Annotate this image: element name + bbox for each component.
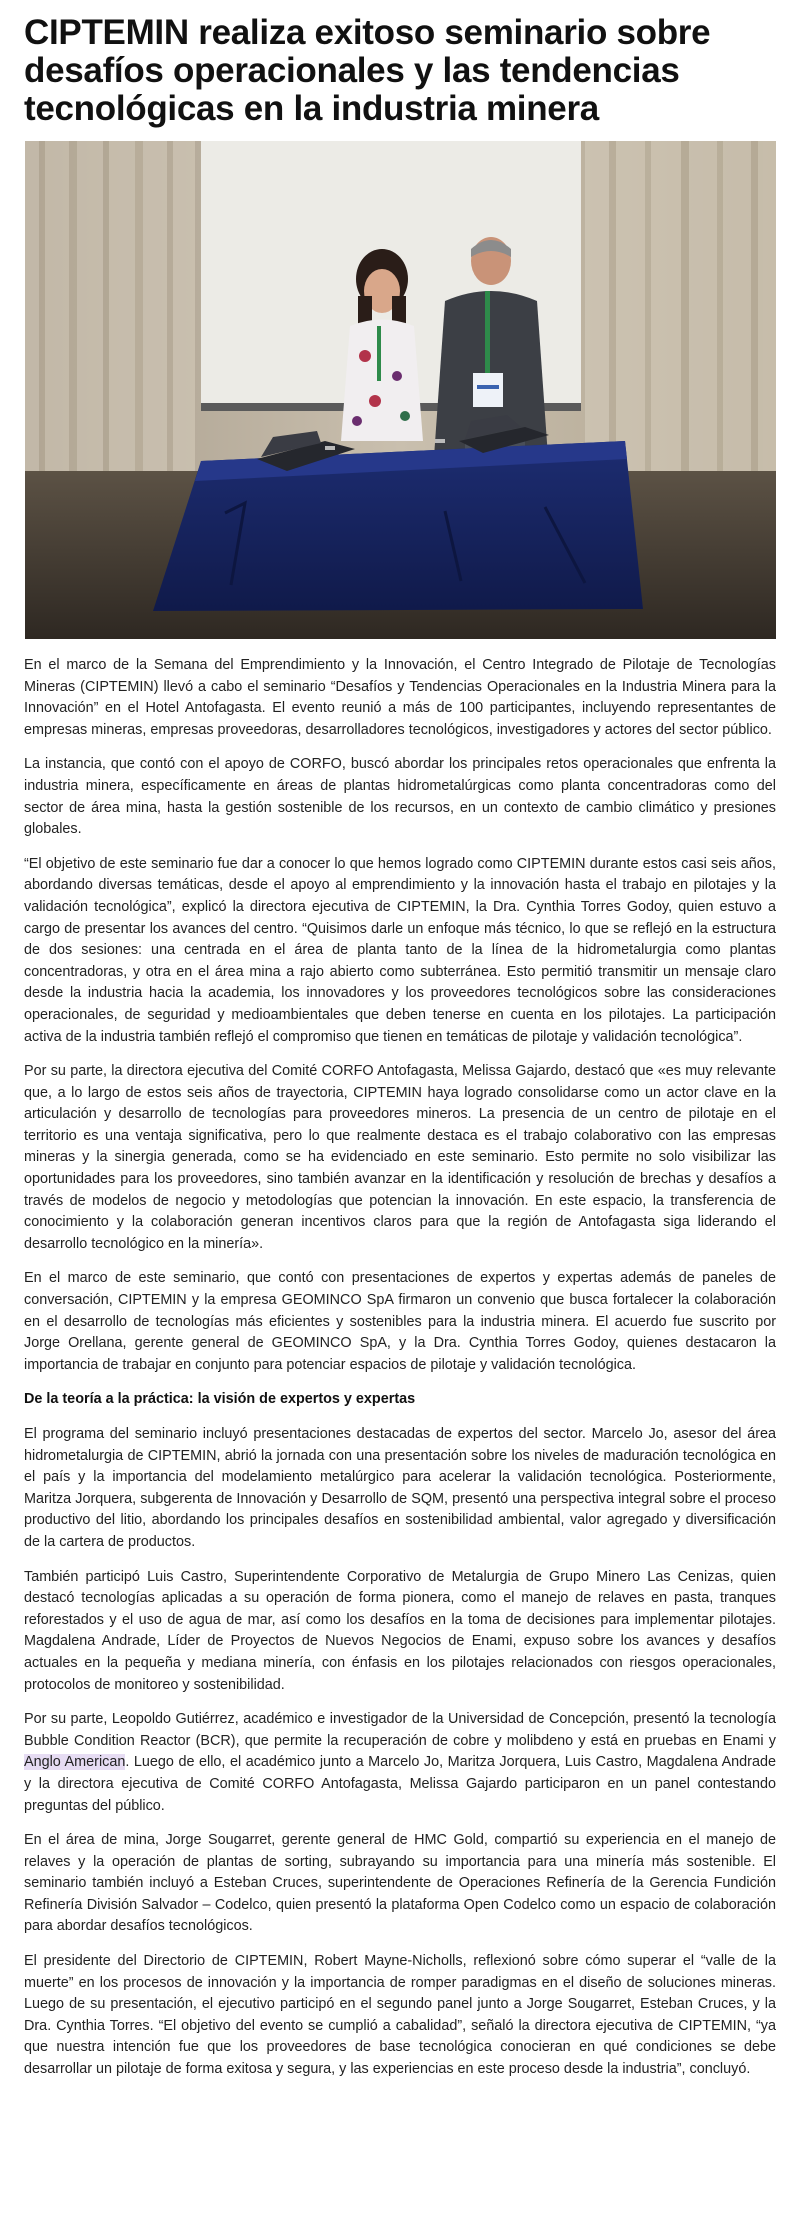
paragraph-objective-quote: “El objetivo de este seminario fue dar a conocer lo que hemos logrado como CIPTEMIN durante estos casi seis años, abordando diversas temáticas, desde el apoyo al emprendimiento y la innovación hasta el trabajo en pilotajes y la validación tecnológica”, explicó la directora ejecutiva de CIPTEMIN, la Dra. Cynthia Torres Godoy, quien estuvo a cargo de presentar los avances del centro. “Quisimos darle un enfoque más técnico, lo que se reflejó en la estructura de dos sesiones: una centrada en el área de planta tanto de la línea de la hidrometalurgia como plantas concentradoras, y otra en el área mina a rajo abierto como subterránea. Esto permitió transmitir un mensaje claro desde la industria hacia la academia, los innovadores y los proveedores tecnológicos sobre las consideraciones operacionales, de seguridad y medioambientales que deben tenerse en cuenta en los pilotajes. La participación activa de la industria también reflejó el compromiso que tienen en temáticas de pilotaje y validación tecnológica”. <box>24 855 776 1045</box>
article-photo <box>25 141 776 639</box>
paragraph-geominco-agreement: En el marco de este seminario, que contó con presentaciones de expertos y expertas además de paneles de conversación, CIPTEMIN y la empresa GEOMINCO SpA firmaron un convenio que busca fortalecer la colaboración en el desarrollo de tecnologías más eficientes y sostenibles para la industria minera. El acuerdo fue suscrito por Jorge Orellana, gerente general de GEOMINCO SpA, y la Dra. Cynthia Torres Godoy, quienes destacaron la importancia de trabajar en conjunto para potenciar espacios de pilotaje y validación tecnológica. <box>24 1270 776 1373</box>
anglo-american-highlight: Anglo American <box>24 1754 126 1771</box>
paragraph-gajardo-quote: Por su parte, la directora ejecutiva del Comité CORFO Antofagasta, Melissa Gajardo, destacó que «es muy relevante que, a lo largo de estos seis años de trayectoria, CIPTEMIN haya logrado consolidarse como un actor clave en la articulación y desarrollo de tecnologías para proveedores mineros. La presencia de un centro de pilotaje en el territorio es una ventaja significativa, pero lo que realmente destaca es el trabajo colaborativo con las empresas mineras y la sinergia generada, como se ha evidenciado en este seminario. Esto permite no solo visibilizar las oportunidades para los proveedores, sino también avanzar en la identificación y resolución de brechas y desafíos a través de modelos de negocio y metodologías que potencian la innovación. En este espacio, la transferencia de conocimiento y la colaboración generan incentivos claros para que la región de Antofagasta siga liderando el desarrollo tecnológico en la minería». <box>24 1063 776 1252</box>
curtain-left <box>25 141 195 471</box>
event-photo-illustration <box>25 141 776 639</box>
paragraph-corfo-support: La instancia, que contó con el apoyo de CORFO, buscó abordar los principales retos operacionales que enfrenta la industria minera, específicamente en áreas de plantas hidrometalúrgicas como planta concentradoras como del sector de área mina, hasta la gestión sostenible de los recursos, en un contexto de cambio climático y presiones globales. <box>24 756 776 838</box>
curtain-right <box>585 141 776 471</box>
paragraph-gutierrez <box>24 1709 776 1817</box>
paragraph-castro-andrade: También participó Luis Castro, Superintendente Corporativo de Metalurgia de Grupo Minero Las Cenizas, quien destacó tecnologías aplicadas a su operación de forma pionera, como el manejo de relaves en pasta, tranques reforestados y el uso de agua de mar, así como los desafíos en la toma de decisiones para implementar pilotajes. Magdalena Andrade, Líder de Proyectos de Nuevos Negocios de Enami, expuso sobre los avances y desafíos actuales en la pequeña y mediana minería, con énfasis en los pilotajes relacionados con riesgos operacionales, protocolos de monitoreo y sostenibilidad. <box>24 1568 776 1693</box>
paragraph-mina-area: En el área de mina, Jorge Sougarret, gerente general de HMC Gold, compartió su experiencia en el manejo de relaves y la operación de plantas de sorting, subrayando su importancia para una minería más sostenible. El seminario también incluyó a Esteban Cruces, superintendente de Operaciones Refinería de la Gerencia Fundición Refinería División Salvador – Codelco, quien presentó la plataforma Open Codelco como un espacio de colaboración para abordar desafíos tecnológicos. <box>24 1832 776 1935</box>
table <box>153 441 643 611</box>
gutierrez-text-start: Por su parte, Leopoldo Gutiérrez, académico e investigador de la Universidad de Concepción, presentó la tecnología Bubble Condition Reactor (BCR), que permite la recuperación de cobre y molibdeno y está en pruebas en Enami y <box>24 1711 776 1749</box>
paragraph-intro: En el marco de la Semana del Emprendimiento y la Innovación, el Centro Integrado de Pilotaje de Tecnologías Mineras (CIPTEMIN) llevó a cabo el seminario “Desafíos y Tendencias Operacionales en la Industria Minera para la Innovación” en el Hotel Antofagasta. El evento reunió a más de 100 participantes, incluyendo representantes de empresas mineras, empresas proveedoras, desarrolladores tecnológicos, investigadores y actores del sector público. <box>24 657 776 738</box>
gutierrez-text-end: . Luego de ello, el académico junto a Marcelo Jo, Maritza Jorquera, Luis Castro, Magdalena Andrade y la directora ejecutiva de Comité CORFO Antofagasta, Melissa Gajardo participaron en un panel contestando preguntas del público. <box>24 1754 776 1814</box>
section-subheading: De la teoría a la práctica: la visión de expertos y expertas <box>24 1391 416 1408</box>
paragraph-program: El programa del seminario incluyó presentaciones destacadas de expertos del sector. Marcelo Jo, asesor del área hidrometalurgia de CIPTEMIN, abrió la jornada con una presentación sobre los niveles de maduración tecnológica en el país y la importancia del modelamiento metalúrgico para acelerar la validación tecnológica. Posteriormente, Maritza Jorquera, subgerenta de Innovación y Desarrollo de SQM, presentó una perspectiva integral sobre el proceso productivo del litio, abordando los principales desafíos en sostenibilidad ambiental, valor agregado y diversificación de la cartera de productos. <box>24 1426 776 1550</box>
article-title: CIPTEMIN realiza exitoso seminario sobre desafíos operacionales y las tendencias tecnológicas en la industria minera <box>24 13 711 128</box>
paragraph-closing: El presidente del Directorio de CIPTEMIN, Robert Mayne-Nicholls, reflexionó sobre cómo superar el “valle de la muerte” en los procesos de innovación y la importancia de romper paradigmas en el diseño de soluciones mineras. Luego de su presentación, el ejecutivo participó en el segundo panel junto a Jorge Sougarret, Esteban Cruces, y la Dra. Cynthia Torres. “El objetivo del evento se cumplió a cabalidad”, señaló la directora ejecutiva de CIPTEMIN, “ya que nuestra intención fue que los proveedores de base tecnológica conocieran en qué condiciones se debe desarrollar un pilotaje de forma exitosa y segura, y las experiencias en este proceso desde la industria”, concluyó. <box>24 1953 776 2078</box>
